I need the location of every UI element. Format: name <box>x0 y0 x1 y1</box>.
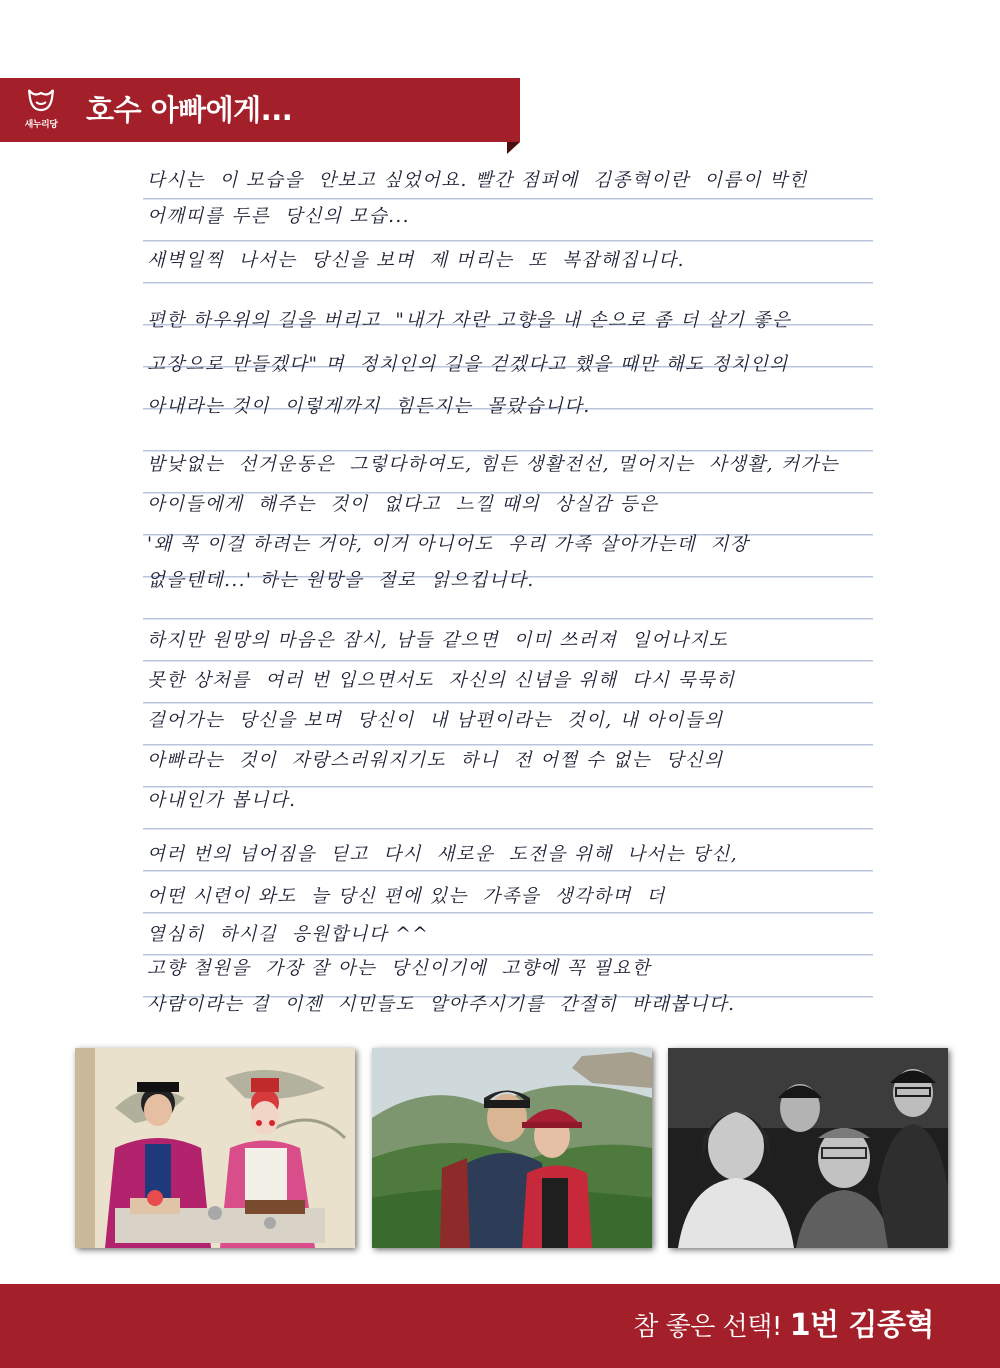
letter-line: 아내라는 것이 이렇게까지 힘든지는 몰랐습니다. <box>147 396 591 417</box>
letter-line: 밤낮없는 선거운동은 그렇다하여도, 힘든 생활전선, 멀어지는 사생활, 커가는 <box>147 454 840 475</box>
wedding-photo <box>75 1048 355 1248</box>
hiking-photo <box>372 1048 652 1248</box>
party-logo-icon <box>26 88 56 114</box>
letter-line: '왜 꼭 이걸 하려는 거야, 이거 아니어도 우리 가족 살아가는데 지장 <box>147 534 750 555</box>
campaign-slogan <box>633 1306 934 1346</box>
candidate-number-name: 1번 김종혁 <box>789 1308 934 1343</box>
letter-line: 사람이라는 걸 이젠 시민들도 알아주시기를 간절히 바래봅니다. <box>147 994 736 1015</box>
letter-line: 아이들에게 해주는 것이 없다고 느낄 때의 상실감 등은 <box>147 494 659 515</box>
letter-line: 열심히 하시길 응원합니다 ^^ <box>147 924 430 945</box>
letter-line: 여러 번의 넘어짐을 딛고 다시 새로운 도전을 위해 나서는 당신, <box>147 844 738 865</box>
letter-line: 하지만 원망의 마음은 잠시, 남들 같으면 이미 쓰러져 일어나지도 <box>147 630 729 651</box>
page-title: 호수 아빠에게... <box>86 93 293 127</box>
party-logo <box>18 88 64 132</box>
letter-line: 걸어가는 당신을 보며 당신이 내 남편이라는 것이, 내 아이들의 <box>147 710 724 731</box>
letter-line: 어깨띠를 두른 당신의 모습... <box>147 206 410 227</box>
letter-line: 못한 상처를 여러 번 입으면서도 자신의 신념을 위해 다시 묵묵히 <box>147 670 736 691</box>
slogan-prefix: 참 좋은 선택! <box>633 1312 782 1342</box>
letter-line: 다시는 이 모습을 안보고 싶었어요. 빨간 점퍼에 김종혁이란 이름이 박힌 <box>147 170 808 191</box>
letter-line: 없을텐데...' 하는 원망을 절로 읽으킵니다. <box>147 570 535 591</box>
party-logo-text: 새누리당 <box>24 120 58 130</box>
handwritten-letter <box>143 160 873 1015</box>
letter-line: 어떤 시련이 와도 늘 당신 편에 있는 가족을 생각하며 더 <box>147 886 666 907</box>
family-photo <box>668 1048 948 1248</box>
letter-line: 편한 하우위의 길을 버리고 "내가 자란 고향을 내 손으로 좀 더 살기 좋은 <box>147 310 792 331</box>
letter-line: 고장으로 만들겠다" 며 정치인의 길을 걷겠다고 했을 때만 해도 정치인의 <box>147 354 789 375</box>
banner-fold <box>507 142 520 154</box>
footer-banner <box>0 1284 1000 1368</box>
header-banner <box>0 78 520 142</box>
letter-line: 새벽일찍 나서는 당신을 보며 제 머리는 또 복잡해집니다. <box>147 250 685 271</box>
letter-line: 아빠라는 것이 자랑스러워지기도 하니 전 어쩔 수 없는 당신의 <box>147 750 724 771</box>
letter-line: 고향 철원을 가장 잘 아는 당신이기에 고향에 꼭 필요한 <box>147 958 652 979</box>
letter-line: 아내인가 봅니다. <box>147 790 297 811</box>
